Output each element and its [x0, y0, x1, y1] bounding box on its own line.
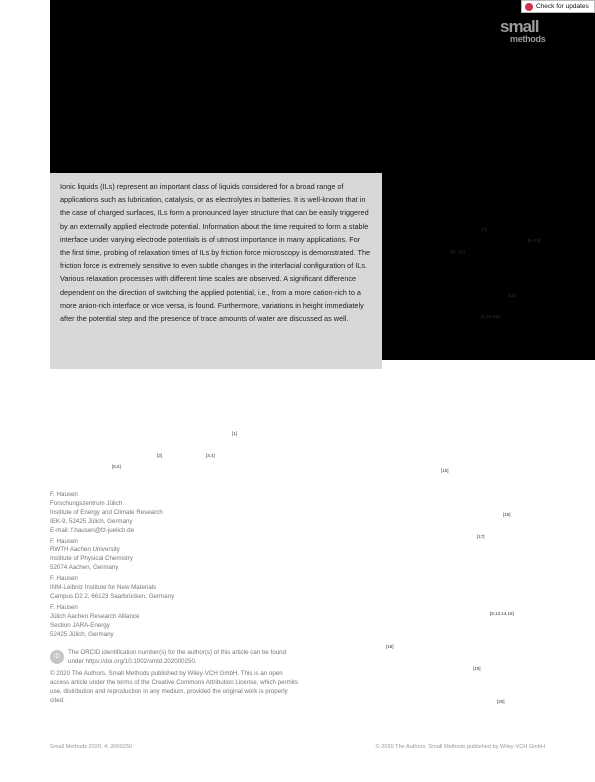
reference-marker[interactable]: [19] — [473, 666, 481, 671]
affiliation-line: Jülich Aachen Research Alliance — [50, 612, 140, 620]
email-link[interactable]: E-mail: f.hausen@fz-juelich.de — [50, 526, 135, 534]
affiliation-block — [50, 538, 300, 574]
reference-marker[interactable]: [14] — [508, 293, 516, 298]
reference-marker[interactable]: [1] — [232, 431, 238, 436]
affiliation-line: F. Hausen — [50, 491, 78, 498]
affiliation-line: 52074 Aachen, Germany — [50, 564, 119, 572]
reference-marker[interactable]: [20] — [497, 699, 505, 704]
footer-copyright: © 2020 The Authors. Small Methods published by Wiley-VCH GmbH — [375, 744, 545, 750]
orcid-note — [50, 649, 300, 667]
reference-marker[interactable]: [11, 12] — [450, 249, 465, 254]
reference-marker[interactable]: [3] — [157, 453, 163, 458]
abstract-box — [50, 173, 382, 369]
reference-marker[interactable]: [15] — [441, 468, 449, 473]
affiliation-line: F. Hausen — [50, 537, 78, 545]
reference-marker[interactable]: [7] — [482, 227, 488, 232]
affiliation-line: 52425 Jülich, Germany — [50, 630, 114, 638]
affiliations — [50, 491, 300, 642]
affiliation-line: Institute of Physical Chemistry — [50, 555, 133, 563]
abstract-text: Ionic liquids (ILs) represent an important class of liquids considered for a broad range of applications such as lubrication, catalysis, or as electrolytes in batteries. It is well-known that in the case of charged surfaces, ILs form a pronounced layer structure that can be easily triggered by an externally applied electrode potential. Information about the time required to form a stable interface under varying electrode potentials is of utmost importance in many applications. For the first time, probing of relaxation times of ILs by friction force microscopy is demonstrated. The friction force is extremely sensitive to even subtle changes in the interfacial configuration of ILs. Various relaxation processes with different time scales are observed. A significant difference dependent on the direction of switching the applied potential, i.e., from a more cation-rich to a more anion-rich interface or vice versa, is found. Furthermore, variations in height immediately after the potential step and the presence of trace amounts of water are discussed as well. — [60, 182, 371, 324]
affiliation-line: RWTH Aachen University — [50, 546, 120, 554]
check-for-updates-label: Check for updates — [536, 3, 589, 10]
logo-line1: small — [500, 17, 539, 36]
footer-citation: Small Methods 2020, 4, 2000250 — [50, 744, 133, 750]
affiliation-block — [50, 604, 300, 640]
affiliation-line: IEK-9, 52425 Jülich, Germany — [50, 517, 133, 525]
affiliation-line: F. Hausen — [50, 575, 78, 583]
affiliation-block — [50, 575, 300, 602]
affiliation-line: F. Hausen — [50, 603, 78, 611]
reference-marker[interactable]: [4,16–18] — [481, 314, 500, 319]
reference-marker[interactable]: [18] — [386, 644, 394, 649]
reference-marker[interactable]: [8,13,14,18] — [490, 611, 514, 616]
journal-logo — [500, 18, 552, 44]
check-for-updates-button[interactable] — [521, 0, 595, 13]
affiliation-line: Forschungszentrum Jülich — [50, 499, 123, 507]
logo-line2: methods — [510, 34, 546, 44]
reference-marker[interactable]: [3,4] — [206, 453, 215, 458]
affiliation-line: Institute of Energy and Climate Research — [50, 508, 163, 516]
affiliation-line: Section JARA-Energy — [50, 621, 110, 629]
reference-marker[interactable]: [8–10] — [528, 238, 541, 243]
affiliation-line: Campus D2 2, 66123 Saarbrücken, Germany — [50, 592, 175, 600]
reference-marker[interactable]: [17] — [477, 534, 485, 539]
orcid-text[interactable]: The ORCID identification number(s) for the author(s) of this article can be found under https://doi.org/10.1002/smtd.202000250. — [68, 649, 287, 665]
crossmark-icon — [525, 3, 533, 11]
reference-marker[interactable]: [16] — [503, 512, 511, 517]
affiliation-block — [50, 491, 300, 536]
affiliation-line: INM-Leibniz Institute for New Materials — [50, 584, 157, 592]
reference-marker[interactable]: [5,6] — [112, 464, 121, 469]
license-note: © 2020 The Authors. Small Methods published by Wiley-VCH GmbH. This is an open access article under the terms of the Creative Commons Attribution License, which permits use, distribution and reproduction in any medium, provided the original work is properly cited. — [50, 670, 298, 704]
orcid-icon[interactable]: iD — [50, 650, 64, 664]
